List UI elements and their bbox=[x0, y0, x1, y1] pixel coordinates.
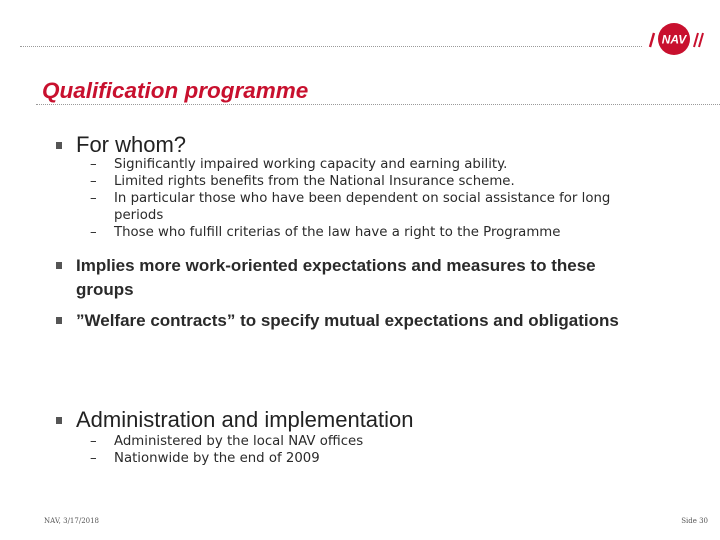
dash-marker: – bbox=[90, 451, 97, 466]
bullet-welfare-contracts bbox=[56, 309, 656, 333]
sub-item: – Those who fulfill criterias of the law have a right to the Programme bbox=[90, 225, 561, 240]
square-bullet-icon bbox=[56, 262, 62, 269]
bullet-work-oriented bbox=[56, 254, 656, 302]
title-divider bbox=[36, 104, 720, 105]
nav-logo bbox=[648, 22, 712, 56]
footer-date: NAV, 3/17/2018 bbox=[44, 517, 100, 525]
slide-title: Qualification programme bbox=[42, 78, 309, 103]
footer-page-number: Side 30 bbox=[681, 517, 708, 525]
bullet-text: Implies more work-oriented expectations and measures to these groups bbox=[76, 256, 596, 299]
nav-logo-slash-left bbox=[650, 33, 654, 47]
sub-list-administration bbox=[90, 433, 670, 467]
nav-logo-slash-right-1 bbox=[694, 33, 698, 47]
dash-marker: – bbox=[90, 434, 97, 449]
sub-list-for-whom bbox=[90, 156, 670, 241]
square-bullet-icon bbox=[56, 142, 62, 149]
square-bullet-icon bbox=[56, 417, 62, 424]
bullet-text: ”Welfare contracts” to specify mutual expectations and obligations bbox=[76, 311, 619, 330]
dash-marker: – bbox=[90, 225, 97, 240]
dash-marker: – bbox=[90, 191, 97, 206]
sub-item: – In particular those who have been dependent on social assistance for long periods bbox=[90, 191, 611, 223]
sub-item: – Limited rights benefits from the National Insurance scheme. bbox=[90, 174, 515, 189]
sub-item: – Administered by the local NAV offices bbox=[90, 434, 364, 449]
header-divider bbox=[20, 46, 642, 47]
bullet-for-whom bbox=[56, 132, 186, 158]
sub-item: – Nationwide by the end of 2009 bbox=[90, 451, 320, 466]
bullet-text: Administration and implementation bbox=[76, 407, 414, 432]
square-bullet-icon bbox=[56, 317, 62, 324]
nav-logo-text: NAV bbox=[661, 32, 687, 47]
bullet-text: For whom? bbox=[76, 132, 187, 157]
sub-item: – Significantly impaired working capacity and earning ability. bbox=[90, 157, 508, 172]
dash-marker: – bbox=[90, 157, 97, 172]
nav-logo-slash-right-2 bbox=[699, 33, 703, 47]
dash-marker: – bbox=[90, 174, 97, 189]
bullet-administration bbox=[56, 407, 414, 433]
